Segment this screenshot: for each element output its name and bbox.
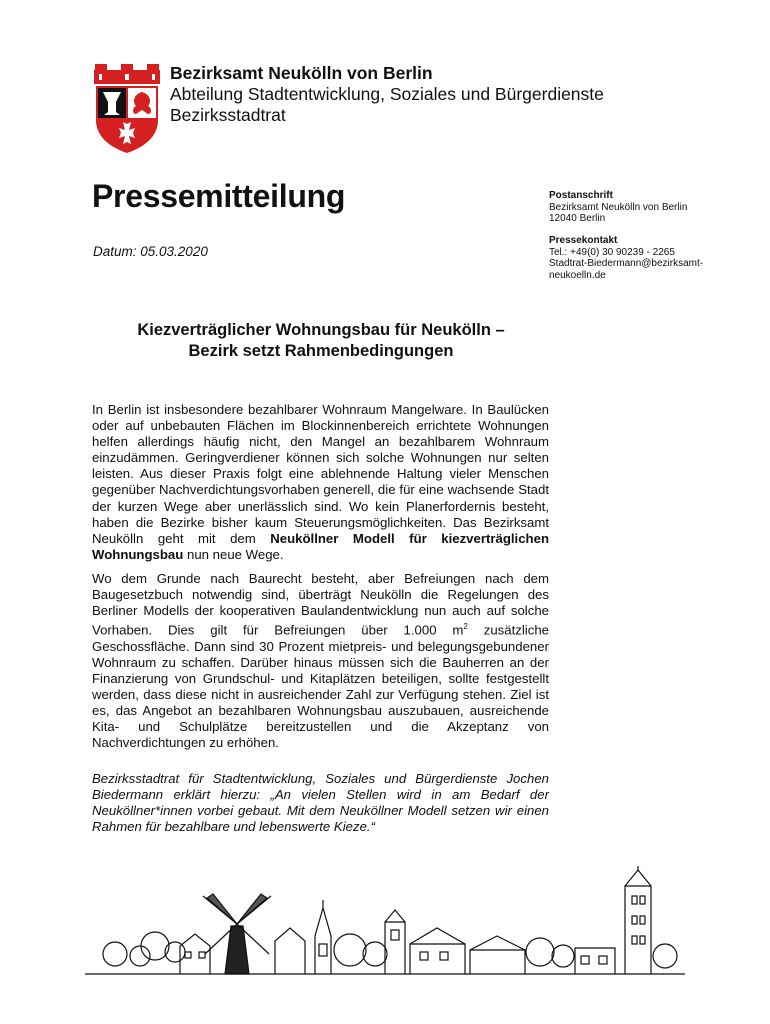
coat-of-arms-logo xyxy=(94,62,160,154)
document-title: Pressemitteilung xyxy=(92,178,346,214)
neukoelln-skyline-illustration xyxy=(85,866,685,978)
department-name: Abteilung Stadtentwicklung, Soziales und Bürgerdienste xyxy=(170,84,604,104)
press-contact xyxy=(549,235,724,281)
letterhead xyxy=(170,63,604,126)
contact-email: Stadtrat-Biedermann@bezirksamt- xyxy=(549,258,704,269)
postal-address xyxy=(549,190,724,225)
postal-line: Bezirksamt Neukölln von Berlin xyxy=(549,201,688,213)
paragraph-text: In Berlin ist insbesondere bezahlbarer Wohnraum Mangelware. In Baulücken oder auf unbebauten Flächen im Blockinnenbereich errichtete Wohnungen helfen allerdings häufig nicht, den Mangel an bezahlbarem Wohnraum einzudämmen. Geringverdiener können sich solche Wohnungen nur selten leisten. Aus dieser Praxis folgt eine ablehnende Haltung vieler Menschen gegenüber Nachverdichtungsvorhaben generell, die für eine wachsende Stadt der kurzen Wege aber unerlässlich sind. Wo kein Planerfordernis besteht, haben die Bezirke bisher kaum Steuerungsmöglichkeiten. Das Bezirksamt Neukölln geht mit dem xyxy=(92,402,549,546)
postal-heading: Postanschrift xyxy=(549,190,613,201)
contact-heading: Pressekontakt xyxy=(549,235,618,246)
paragraph-text: zusätzliche Geschossfläche. Dann sind 30 Prozent mietpreis- und belegungsgebundener Wohnraum zu schaffen. Darüber hinaus müssen sich die Bauherren an der Finanzierung von Grundschul- und Kitaplätzen beteiligen, sollte festgestellt werden, dass diese nicht in ausreichender Zahl zur Verfügung stehen. Ziel ist es, das Angebot an bezahlbaren Wohnungsbau auszubauen, ausreichende Kita- und Schulplätze bereitzustellen und die Akzeptanz von Nachverdichtungen zu erhöhen. xyxy=(92,622,549,751)
contact-phone: Tel.: +49(0) 30 90239 - 2265 xyxy=(549,246,675,258)
contact-email: neukoelln.de xyxy=(549,269,606,281)
quote-paragraph: Bezirksstadtrat für Stadtentwicklung, Soziales und Bürgerdienste Jochen Biedermann erklärt hierzu: „An vielen Stellen wird in am Bedarf der Neuköllner*innen vorbei gebaut. Mit dem Neuköllner Modell setzen wir einen Rahmen für bezahlbare und lebenswerte Kieze.“ xyxy=(92,771,549,835)
document-date: Datum: 05.03.2020 xyxy=(93,244,208,259)
body-paragraph-2 xyxy=(92,571,549,751)
office-name: Bezirksstadtrat xyxy=(170,105,286,125)
postal-line: 12040 Berlin xyxy=(549,213,606,224)
headline-line: Bezirk setzt Rahmenbedingungen xyxy=(188,342,454,360)
org-name: Bezirksamt Neukölln von Berlin xyxy=(170,63,433,83)
body-paragraph-1 xyxy=(92,402,549,563)
superscript: 2 xyxy=(463,622,468,632)
headline-line: Kiezverträglicher Wohnungsbau für Neukölln – xyxy=(137,321,505,339)
paragraph-text: Wo dem Grunde nach Baurecht besteht, aber Befreiungen nach dem Baugesetzbuch notwendig sind, überträgt Neukölln die Regelungen des Berliner Modells der kooperativen Baulandentwicklung nun auch auf solche Vorhaben. Dies gilt für Befreiungen über 1.000 m xyxy=(92,571,549,638)
headline xyxy=(92,320,550,362)
paragraph-text: nun neue Wege. xyxy=(183,546,284,562)
model-name-bold: Neuköllner Modell für kiezverträglichen Wohnungsbau xyxy=(92,530,550,562)
